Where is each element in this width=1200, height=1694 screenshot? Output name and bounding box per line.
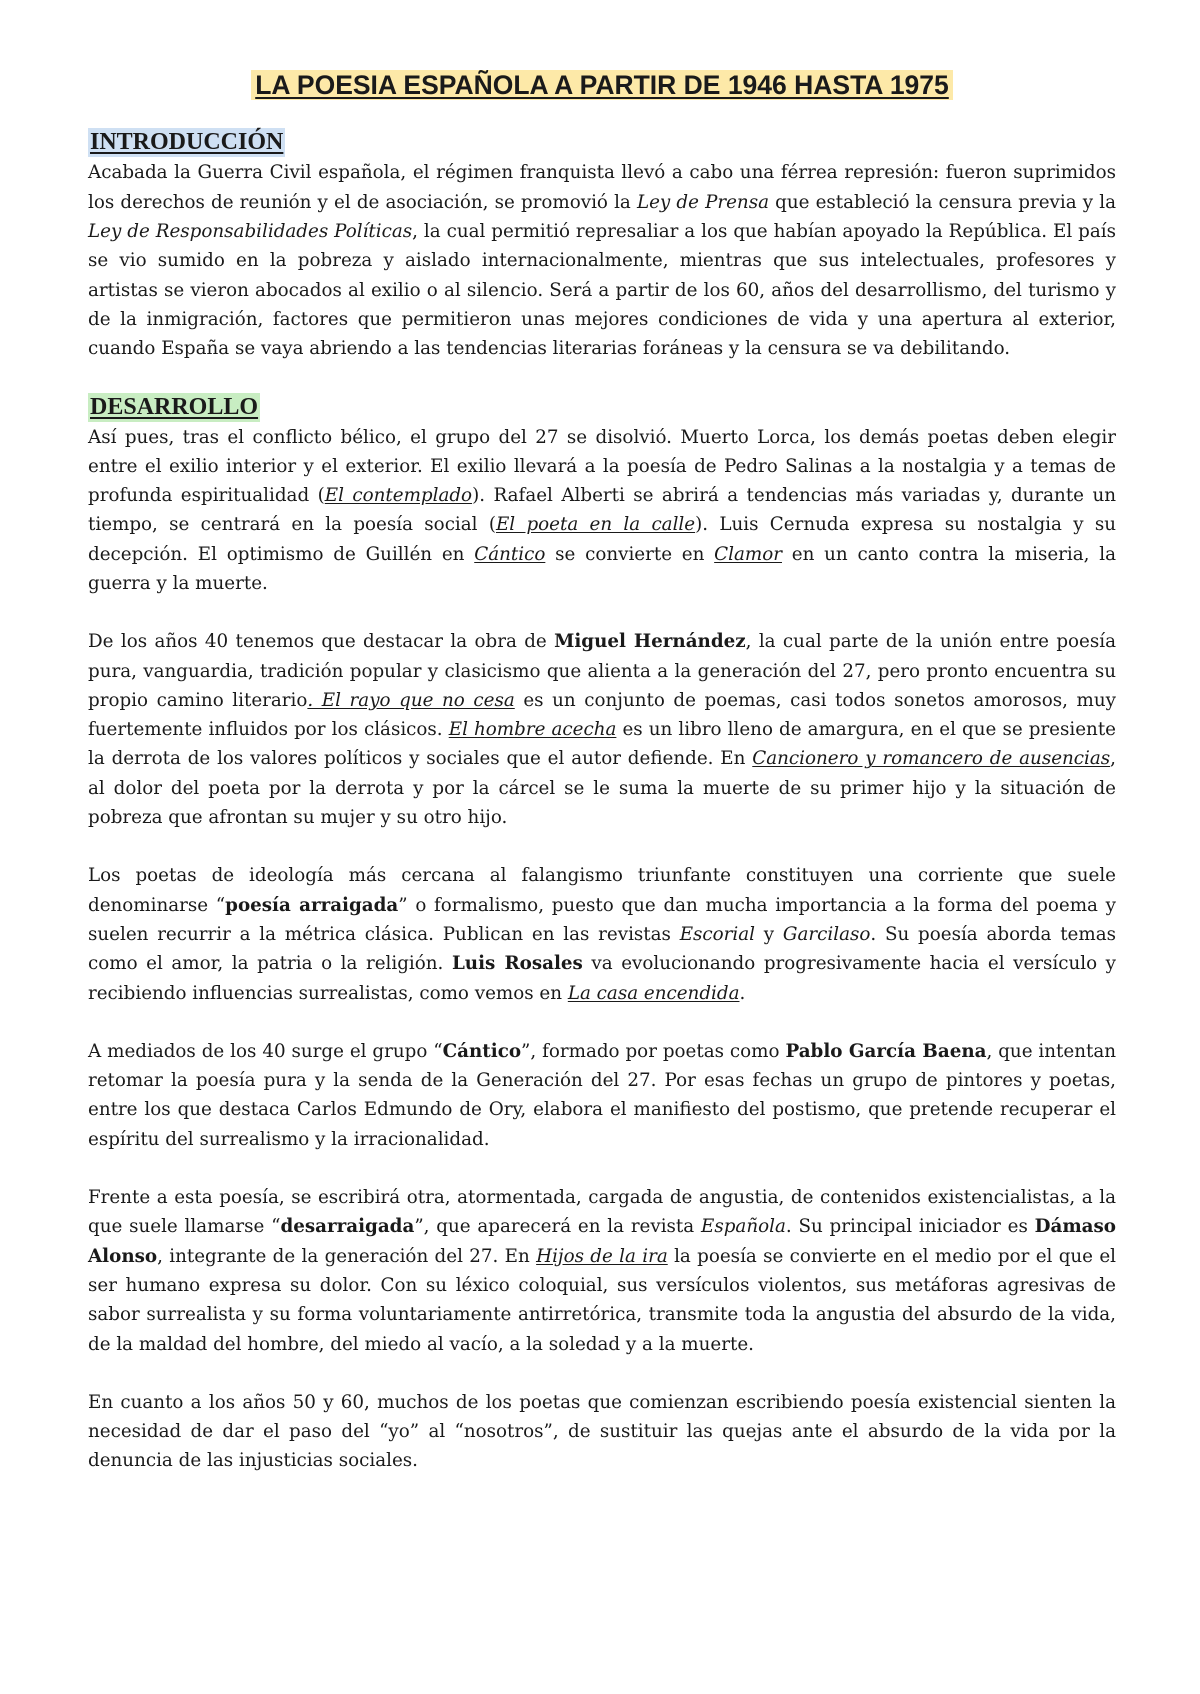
text-run: Frente a esta poesía, se escribirá otra, atormentada, cargada de angustia, de contenidos existencialistas, a la que suele llamarse “: [88, 1187, 1116, 1238]
paragraph-introduccion: [88, 158, 1116, 363]
text-run: , al dolor del poeta por la derrota y por la cárcel se le suma la muerte de su primer hijo y la situación de pobreza que afrontan su mujer y su otro hijo.: [88, 748, 1116, 829]
text-run: . Su principal iniciador es: [785, 1216, 1035, 1238]
magazine-title: Española: [700, 1216, 786, 1238]
work-title: Clamor: [714, 543, 782, 565]
document-title-text: LA POESIA ESPAÑOLA A PARTIR DE 1946 HASTA 1975: [251, 70, 953, 100]
text-run: ” o formalismo, puesto que dan mucha importancia a la forma del poema y suelen recurrir a la métrica clásica. Publican en las revistas: [88, 894, 1116, 945]
work-title: Cántico: [474, 543, 546, 565]
text-run: ). Rafael Alberti se abrirá a tendencias más variadas y, durante un tiempo, se centrará en la poesía social (: [88, 485, 1116, 536]
text-run: va evolucionando progresivamente hacia el versículo y recibiendo influencias surrealistas, como vemos en: [88, 953, 1117, 1004]
author-name: Pablo García Baena: [785, 1040, 987, 1062]
magazine-title: Escorial: [679, 923, 756, 945]
paragraph-grupo-27: [88, 423, 1116, 599]
magazine-title: Garcilaso: [782, 923, 871, 945]
document-title: [88, 68, 1116, 102]
work-title: Cancionero y romancero de ausencias: [752, 748, 1111, 770]
work-title: El contemplado: [324, 485, 473, 507]
text-run: en un canto contra la miseria, la guerra y la muerte.: [88, 543, 1116, 594]
intro-heading-row: [88, 128, 1116, 158]
dev-heading-row: [88, 393, 1116, 423]
author-name: Dámaso Alonso: [88, 1216, 1116, 1267]
text-run: A mediados de los 40 surge el grupo “: [88, 1040, 443, 1062]
paragraph-poesia-desarraigada: [88, 1183, 1116, 1359]
text-run: Acabada la Guerra Civil española, el régimen franquista llevó a cabo una férrea represión: fueron suprimidos los derechos de reunión y el de asociación, se promovió la: [88, 162, 1116, 213]
text-run: De los años 40 tenemos que destacar la obra de: [88, 631, 555, 653]
text-run: , la cual parte de la unión entre poesía pura, vanguardia, tradición popular y clasicismo que alienta a la generación del 27, pero pronto encuentra su propio camino literario: [88, 631, 1116, 711]
text-run: , integrante de la generación del 27. En: [157, 1245, 537, 1267]
text-run: y: [755, 923, 783, 945]
work-title: . El rayo que no cesa: [307, 689, 515, 711]
section-heading-desarrollo: DESARROLLO: [90, 393, 259, 420]
author-name: Luis Rosales: [451, 953, 583, 975]
text-run: Así pues, tras el conflicto bélico, el grupo del 27 se disolvió. Muerto Lorca, los demás poetas deben elegir entre el exilio interior y el exterior. El exilio llevará a la poesía de Pedro Salinas a la nostalgia y a temas de profunda espiritualidad (: [88, 426, 1116, 507]
paragraph-miguel-hernandez: [88, 627, 1116, 832]
text-run: es un libro lleno de amargura, en el que se presiente la derrota de los valores políticos y sociales que el autor defiende. En: [88, 719, 1116, 770]
law-title-responsabilidades-politicas: Ley de Responsabilidades Políticas: [88, 221, 413, 243]
text-run: es un conjunto de poemas, casi todos sonetos amorosos, muy fuertemente influidos por los clásicos.: [88, 689, 1116, 741]
section-heading-introduccion: INTRODUCCIÓN: [90, 129, 284, 156]
text-run: la poesía se convierte en el medio por el que el ser humano expresa su dolor. Con su léxico coloquial, sus versículos violentos, sus metáforas agresivas de sabor surrealista y su forma voluntariamente antirretórica, transmite toda la angustia del absurdo de la vida, de la maldad del hombre, del miedo al vacío, a la soledad y a la muerte.: [88, 1245, 1116, 1355]
text-run: que estableció la censura previa y la: [768, 191, 1116, 213]
text-run: ”, formado por poetas como: [521, 1040, 786, 1062]
text-run: En cuanto a los años 50 y 60, muchos de los poetas que comienzan escribiendo poesía existencial sienten la necesidad de dar el paso del “yo” al “nosotros”, de sustituir las quejas ante el absurdo de la vida por la denuncia de las injusticias sociales.: [88, 1391, 1116, 1472]
text-run: , la cual permitió represaliar a los que habían apoyado la República. El país se vio sumido en la pobreza y aislado internacionalmente, mientras que sus intelectuales, profesores y artistas se vieron abocados al exilio o al silencio. Será a partir de los 60, años del desarrollismo, del turismo y de la inmigración, factores que permitieron unas mejores condiciones de vida y una apertura al exterior, cuando España se vaya abriendo a las tendencias literarias foráneas y la censura se va debilitando.: [88, 221, 1116, 360]
work-title: Hijos de la ira: [536, 1245, 668, 1267]
paragraph-anos-50-60: [88, 1388, 1116, 1476]
text-run: Los poetas de ideología más cercana al falangismo triunfante constituyen una corriente que suele denominarse “: [88, 865, 1116, 916]
text-run: ”, que aparecerá en la revista: [414, 1216, 701, 1238]
paragraph-grupo-cantico: [88, 1037, 1116, 1154]
group-name: Cántico: [442, 1040, 522, 1062]
author-name: Miguel Hernández: [554, 631, 746, 653]
work-title: La casa encendida: [567, 982, 740, 1004]
movement-name: desarraigada: [280, 1216, 415, 1238]
work-title: El poeta en la calle: [495, 514, 696, 536]
text-run: se convierte en: [545, 543, 715, 565]
text-run: . Su poesía aborda temas como el amor, la patria o la religión.: [88, 923, 1116, 975]
text-run: , que intentan retomar la poesía pura y la senda de la Generación del 27. Por esas fechas un grupo de pintores y poetas, entre los que destaca Carlos Edmundo de Ory, elabora el manifiesto del postismo, que pretende recuperar el espíritu del surrealismo y la irracionalidad.: [88, 1040, 1117, 1150]
work-title: El hombre acecha: [448, 719, 617, 741]
paragraph-poesia-arraigada: [88, 861, 1116, 1007]
text-run: .: [739, 982, 746, 1004]
law-title-ley-de-prensa: Ley de Prensa: [636, 191, 769, 213]
movement-name: poesía arraigada: [225, 894, 399, 916]
text-run: ). Luis Cernuda expresa su nostalgia y su decepción. El optimismo de Guillén en: [88, 514, 1116, 565]
